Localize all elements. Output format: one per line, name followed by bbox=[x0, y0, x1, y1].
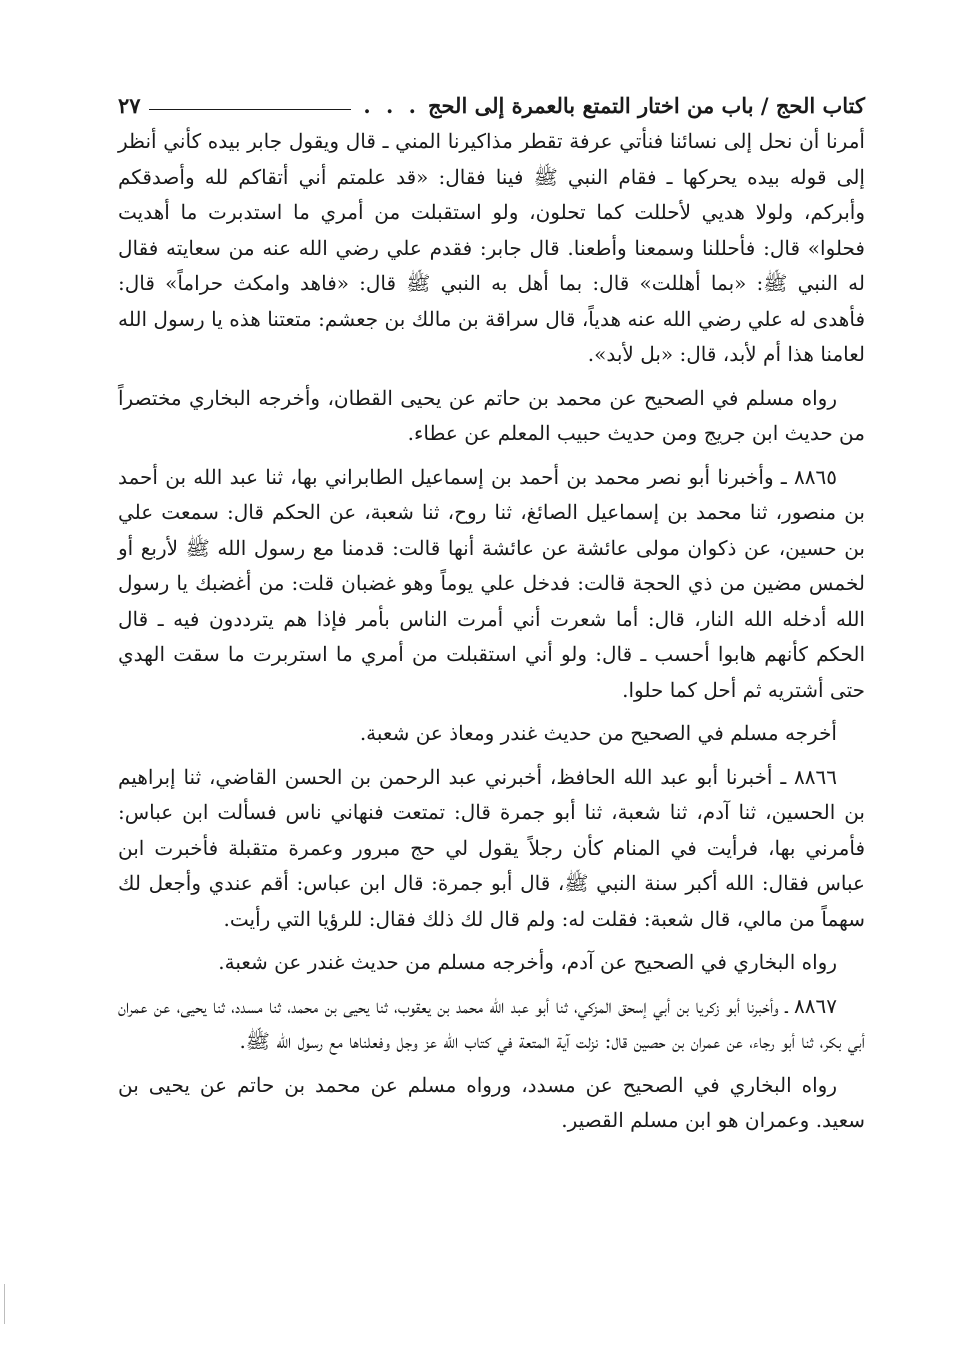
page-number: ٢٧ bbox=[118, 93, 141, 118]
hadith-8867: ٨٨٦٧ ـ وأخبرنا أبو زكريا بن أبي إسحق المزكي، ثنا أبو عبد الله محمد بن يعقوب، ثنا يحيى بن محمد، ثنا مسدد، ثنا يحيى، عن عمران أبي بكر، ثنا أبو رجاء، عن عمران بن حصين قال: نزلت آية المتعة في كتاب الله عز وجل وفعلناها مع رسول الله ﷺ. bbox=[118, 993, 865, 1053]
hadith-commentary: رواه مسلم في الصحيح عن محمد بن حاتم عن يحيى القطان، وأخرجه البخاري مختصراً من حديث ابن جريج ومن حديث حبيب المعلم عن عطاء. bbox=[118, 385, 865, 445]
hadith-8866: ٨٨٦٦ ـ أخبرنا أبو عبد الله الحافظ، أخبرني عبد الرحمن بن الحسن القاضي، ثنا إبراهيم بن الحسين، ثنا آدم، ثنا شعبة، ثنا أبو جمرة قال: تمتعت فنهاني ناس فسألت ابن عباس: فأمرني بها، فرأيت في المنام كأن رجلاً يقول لي حج مبرور وعمرة متقبلة فأخبرت ابن عباس فقال: الله أكبر سنة النبي ﷺ، قال أبو جمرة: قال ابن عباس: أقم عندي وأجعل لك سهماً من مالي، قال شعبة: فقلت له: ولم قال لك ذلك فقال: للرؤيا التي رأيت. bbox=[118, 764, 865, 931]
hadith-commentary: رواه البخاري في الصحيح عن مسدد، ورواه مسلم عن محمد بن حاتم عن يحيى بن سعيد. وعمران هو ابن مسلم القصير. bbox=[118, 1072, 865, 1132]
header-ellipsis: . . . bbox=[363, 93, 420, 118]
hadith-commentary: أخرجه مسلم في الصحيح من حديث غندر ومعاذ عن شعبة. bbox=[359, 721, 837, 745]
hadith-commentary: رواه البخاري في الصحيح عن آدم، وأخرجه مسلم من حديث غندر عن شعبة. bbox=[218, 950, 837, 974]
hadith-continuation: أمرنا أن نحل إلى نسائنا فنأتي عرفة تقطر مذاكيرنا المني ـ قال ويقول جابر بيده كأني أنظر إلى قوله بيده يحركها ـ فقام النبي ﷺ فينا فقال: «قد علمتم أني أتقاكم لله وأصدقكم وأبركم، ولولا هديي لأحللت كما تحلون، ولو استقبلت من أمري ما استدبرت ما أهديت فحلوا» قال: فأحللنا وسمعنا وأطعنا. قال جابر: فقدم علي رضي الله عنه من سعايته فقال له النبي ﷺ: «بما أهللت» قال: بما أهل به النبي ﷺ قال: «فاهد وامكث حراماً» قال: فأهدى له علي رضي الله عنه هدياً، قال سراقة بن مالك بن جعشم: متعتنا هذه يا رسول الله لعامنا هذا أم لأبد، قال: «بل لأبد». bbox=[118, 129, 866, 366]
hadith-8865: ٨٨٦٥ ـ وأخبرنا أبو نصر محمد بن أحمد بن إسماعيل الطابراني بها، ثنا عبد الله بن أحمد بن منصور، ثنا محمد بن إسماعيل الصائغ، ثنا روح، ثنا شعبة، عن الحكم قال: سمعت علي بن حسين، عن ذكوان مولى عائشة عن عائشة أنها قالت: قدمنا مع رسول الله ﷺ لأربع أو لخمس مضين من ذي الحجة قالت: فدخل علي يوماً وهو غضبان قلت: من أغضبك يا رسول الله أدخله الله النار، قال: أما شعرت أني أمرت الناس بأمر فإذا هم يترددون فيه ـ قال الحكم كأنهم هابوا أحسب ـ قال: ولو أني استقبلت من أمري ما استربرت ما سقت الهدي حتى أشتريه ثم أحل كما حلوا. bbox=[118, 464, 865, 702]
page-body bbox=[118, 124, 865, 1139]
header-rule bbox=[149, 109, 352, 110]
running-header bbox=[118, 80, 865, 116]
chapter-title: كتاب الحج / باب من اختار التمتع بالعمرة إلى الحج bbox=[427, 93, 865, 118]
scan-margin-mark bbox=[4, 1284, 5, 1324]
